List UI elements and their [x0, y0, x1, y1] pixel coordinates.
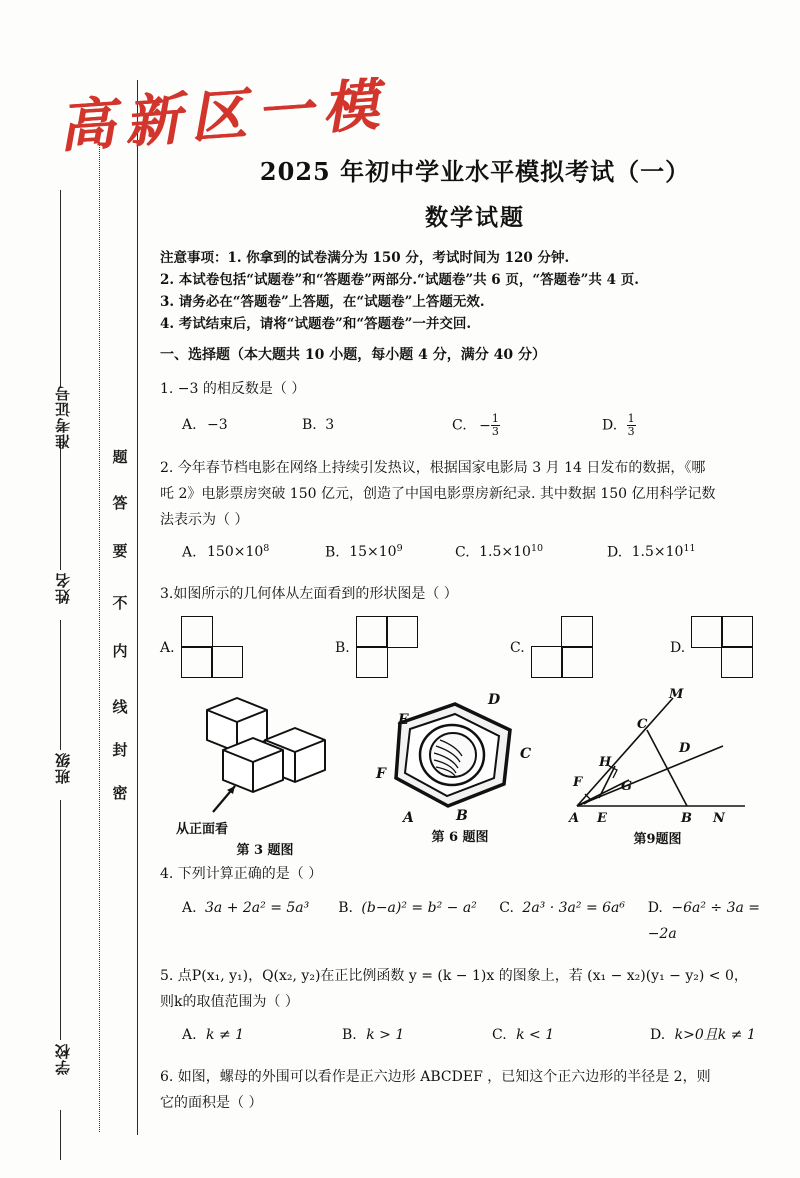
q2-option-a-label: A.	[182, 544, 197, 561]
q4-option-c-label: C.	[499, 899, 514, 916]
geo-label-B: B	[680, 810, 692, 826]
q2-a-mantissa: 150×10	[207, 544, 264, 561]
q2-c-exponent: 10	[530, 542, 544, 554]
q4-option-d-expr: −6a² ÷ 3a = −2a	[647, 899, 761, 942]
section-heading-choice: 一、选择题（本大题共 10 小题，每小题 4 分，满分 40 分）	[160, 347, 546, 364]
angle-geometry-svg	[563, 688, 753, 828]
q4-option-c-expr: 2a³ · 3a² = 6a⁶	[522, 899, 626, 916]
q2-option-d-label: D.	[607, 544, 623, 561]
q2-option-b[interactable]	[325, 540, 455, 567]
q4-option-c[interactable]	[499, 896, 647, 948]
q1-option-c-sign: −	[479, 417, 491, 434]
question-5	[160, 964, 790, 1050]
exam-notes	[160, 248, 790, 335]
question-5-line-1: 5. 点P(x₁, y₁)，Q(x₂, y₂)在正比例函数 y = (k − 1)x 的图象上，若 (x₁ − x₂)(y₁ − y₂) < 0，	[160, 967, 748, 984]
sidebar-label-学校: 学校	[54, 1043, 72, 1075]
q4-option-b-label: B.	[338, 899, 353, 916]
handwritten-annotation: 高新区一模	[56, 71, 391, 161]
question-2-line-3: 法表示为（ ）	[160, 511, 249, 528]
sidebar-outer-line-4	[60, 800, 61, 1040]
question-4	[160, 862, 790, 948]
subject-title: 数学试题	[425, 204, 525, 231]
q2-option-d[interactable]	[607, 540, 696, 567]
sidebar-outer-line-1	[60, 190, 61, 388]
figure-angle-geometry	[560, 688, 755, 858]
note-line-2: 2. 本试卷包括“试题卷”和“答题卷”两部分.“试题卷”共 6 页，“答题卷”共 4 页.	[160, 271, 639, 288]
seal-char-6: 答	[112, 494, 128, 512]
seal-char-3: 内	[112, 642, 128, 660]
question-2-line-2: 吒 2》电影票房突破 150 亿元，创造了中国电影票房新纪录. 其中数据 150 亿用科学记数	[160, 485, 716, 502]
q1-d-denominator: 3	[627, 424, 635, 438]
geo-label-H: H	[598, 754, 611, 770]
q2-option-b-label: B.	[325, 544, 340, 561]
q3-option-b[interactable]	[335, 616, 510, 682]
hex-label-B: B	[456, 807, 468, 824]
q3-option-a-label: A.	[160, 639, 175, 656]
q3-shape-d	[691, 616, 757, 682]
cubes-arrow-label: 从正面看	[176, 821, 229, 837]
q5-option-a-label: A.	[182, 1027, 197, 1044]
question-3	[160, 582, 790, 682]
q5-option-c[interactable]	[492, 1023, 650, 1049]
q4-option-d-label: D.	[647, 899, 663, 916]
q4-option-a-expr: 3a + 2a² = 5a³	[205, 899, 310, 916]
q1-option-a-label: A.	[182, 417, 197, 434]
question-6-line-1: 6. 如图，螺母的外围可以看作是正六边形 ABCDEF ，已知这个正六边形的半径是 2，则	[160, 1069, 711, 1086]
q1-option-b-value: 3	[325, 417, 335, 434]
q1-option-d-fraction	[627, 413, 636, 437]
q1-option-a-value: −3	[207, 417, 228, 434]
question-4-stem: 4. 下列计算正确的是（ ）	[160, 865, 323, 882]
q2-c-mantissa: 1.5×10	[479, 544, 531, 561]
geo-label-D: D	[678, 740, 690, 756]
q3-option-c-label: C.	[510, 639, 525, 656]
hex-label-A: A	[403, 809, 414, 826]
figure-hex-nut	[360, 688, 560, 858]
q5-option-a-expr: k ≠ 1	[206, 1027, 245, 1044]
question-1-stem: 1. −3 的相反数是（ ）	[160, 381, 306, 398]
geo-label-C: C	[636, 716, 647, 732]
q2-d-mantissa: 1.5×10	[631, 544, 684, 561]
seal-char-7: 题	[112, 448, 128, 466]
q2-b-mantissa: 15×10	[349, 544, 397, 561]
q2-d-exponent: 11	[683, 542, 696, 554]
q3-option-b-label: B.	[335, 639, 350, 656]
question-1-options	[160, 413, 790, 440]
q5-option-d[interactable]	[650, 1023, 756, 1049]
q4-option-a-label: A.	[182, 899, 197, 916]
note-line-3: 3. 请务必在“答题卷”上答题，在“试题卷”上答题无效.	[160, 293, 485, 310]
question-5-line-2: 则k的取值范围为（ ）	[160, 993, 299, 1010]
question-4-options	[160, 896, 790, 948]
exam-body	[160, 0, 790, 1117]
q2-option-c-label: C.	[455, 544, 470, 561]
note-line-4: 4. 考试结束后，请将“试题卷”和“答题卷”一并交回.	[160, 315, 472, 332]
q1-option-c-label: C.	[452, 417, 467, 434]
figure-cubes	[160, 688, 360, 858]
q2-option-c[interactable]	[455, 540, 607, 567]
seal-char-1: 封	[112, 741, 128, 759]
seal-char-2: 线	[112, 698, 128, 716]
geo-label-F: F	[572, 774, 582, 790]
q1-option-b[interactable]	[302, 413, 452, 440]
q2-option-a[interactable]	[160, 540, 325, 567]
q1-option-a[interactable]	[160, 413, 302, 440]
question-2-line-1: 2. 今年春节档电影在网络上持续引发热议，根据国家电影局 3 月 14 日发布的数据，《哪	[160, 459, 706, 476]
sidebar-outer-line-3	[60, 620, 61, 750]
q4-option-a[interactable]	[160, 896, 338, 948]
q5-option-b-expr: k > 1	[366, 1027, 405, 1044]
q1-c-denominator: 3	[491, 424, 499, 438]
question-2-options	[160, 540, 790, 567]
seal-char-5: 要	[112, 542, 128, 560]
q2-b-exponent: 9	[396, 542, 403, 554]
question-3-stem: 3.如图所示的几何体从左面看到的形状图是（ ）	[160, 586, 458, 603]
cubes-svg	[165, 688, 355, 818]
geo-label-N: N	[712, 810, 725, 826]
q3-option-a[interactable]	[160, 616, 335, 682]
sidebar-label-准考证号: 准考证号	[54, 385, 72, 449]
q3-shape-a	[181, 616, 247, 682]
question-5-options	[160, 1023, 790, 1049]
q5-option-a[interactable]	[160, 1023, 342, 1049]
sidebar-label-姓名: 姓名	[54, 572, 72, 604]
q4-option-d[interactable]	[648, 896, 790, 948]
hex-label-E: E	[398, 711, 409, 728]
q3-shape-c	[531, 616, 597, 682]
q1-option-b-label: B.	[302, 417, 317, 434]
q5-option-c-label: C.	[492, 1027, 507, 1044]
question-1	[160, 377, 790, 439]
question-2	[160, 456, 790, 566]
sidebar-outer-line-2	[60, 440, 61, 570]
q3-option-c[interactable]	[510, 616, 670, 682]
hex-label-F: F	[376, 765, 386, 782]
geo-label-A: A	[568, 810, 579, 826]
hex-label-C: C	[520, 745, 532, 762]
question-3-options	[160, 616, 790, 682]
q4-option-b[interactable]	[338, 896, 499, 948]
q5-option-b-label: B.	[342, 1027, 357, 1044]
page-title: 2025 年初中学业水平模拟考试（一）	[259, 157, 691, 186]
hex-nut-svg	[370, 688, 550, 828]
q1-c-numerator: 1	[491, 412, 499, 426]
hex-nut-caption: 第 6 题图	[431, 829, 489, 845]
seal-char-4: 不	[112, 594, 128, 612]
q2-a-exponent: 8	[263, 542, 270, 554]
sidebar-dotted-fold-line	[99, 142, 100, 1132]
q5-option-b[interactable]	[342, 1023, 492, 1049]
q1-option-c-fraction	[491, 413, 500, 437]
sidebar-label-班级: 班级	[54, 752, 72, 784]
cubes-caption: 第 3 题图	[236, 842, 294, 858]
q1-d-numerator: 1	[627, 412, 635, 426]
geo-label-M: M	[668, 687, 683, 702]
q5-option-d-label: D.	[650, 1027, 666, 1044]
question-6-line-2: 它的面积是（ ）	[160, 1095, 263, 1112]
geo-label-G: G	[620, 778, 632, 794]
geo-label-E: E	[596, 810, 607, 826]
hex-label-D: D	[488, 691, 501, 708]
q1-option-d-label: D.	[602, 417, 618, 434]
q3-shape-b	[356, 616, 422, 682]
q4-option-b-expr: (b−a)² = b² − a²	[361, 899, 477, 916]
q5-option-c-expr: k < 1	[516, 1027, 555, 1044]
q3-option-d-label: D.	[670, 639, 686, 656]
sidebar-inner-line	[137, 80, 138, 1135]
figure-strip	[160, 688, 790, 858]
angle-geometry-caption: 第9题图	[633, 831, 682, 847]
question-6	[160, 1065, 790, 1117]
binding-sidebar	[0, 0, 150, 1178]
sidebar-outer-line-5	[60, 1110, 61, 1160]
q1-option-d[interactable]	[602, 413, 636, 440]
q5-option-d-expr: k>0且k ≠ 1	[674, 1027, 756, 1044]
q1-option-c[interactable]	[452, 413, 602, 440]
seal-char-0: 密	[112, 784, 128, 802]
q3-option-d[interactable]	[670, 616, 757, 682]
note-line-1: 注意事项：1. 你拿到的试卷满分为 150 分，考试时间为 120 分钟.	[160, 250, 570, 266]
